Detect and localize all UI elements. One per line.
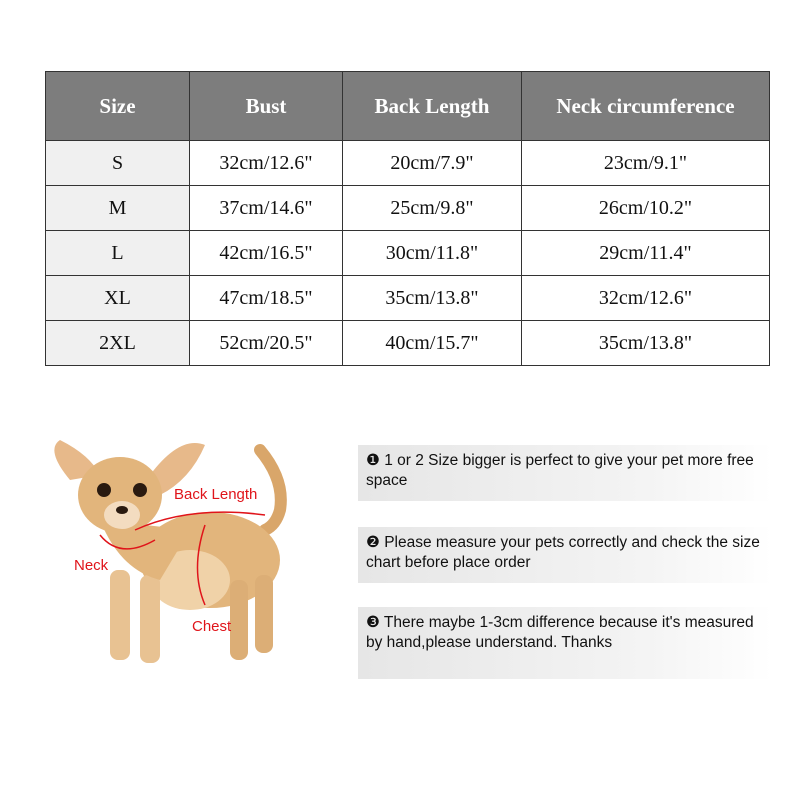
- header-size: Size: [46, 72, 190, 141]
- cell-back-length: 30cm/11.8": [343, 231, 522, 276]
- label-back-length: Back Length: [174, 486, 258, 503]
- label-chest: Chest: [192, 618, 232, 635]
- size-chart-table: [45, 71, 770, 366]
- cell-neck: 35cm/13.8": [522, 321, 770, 366]
- cell-bust: 42cm/16.5": [190, 231, 343, 276]
- cell-bust: 47cm/18.5": [190, 276, 343, 321]
- cell-size: 2XL: [46, 321, 190, 366]
- header-neck: Neck circumference: [522, 72, 770, 141]
- header-bust: Bust: [190, 72, 343, 141]
- cell-size: M: [46, 186, 190, 231]
- table-header-row: [46, 72, 770, 141]
- cell-bust: 37cm/14.6": [190, 186, 343, 231]
- note-1: ❶ 1 or 2 Size bigger is perfect to give your pet more free space: [358, 445, 772, 501]
- table-row: [46, 231, 770, 276]
- label-neck: Neck: [74, 557, 109, 574]
- cell-size: XL: [46, 276, 190, 321]
- table-row: [46, 141, 770, 186]
- cell-back-length: 35cm/13.8": [343, 276, 522, 321]
- cell-neck: 32cm/12.6": [522, 276, 770, 321]
- cell-neck: 26cm/10.2": [522, 186, 770, 231]
- cell-back-length: 25cm/9.8": [343, 186, 522, 231]
- note-3: ❸ There maybe 1-3cm difference because it's measured by hand,please understand. Thanks: [358, 607, 772, 679]
- cell-back-length: 40cm/15.7": [343, 321, 522, 366]
- cell-neck: 29cm/11.4": [522, 231, 770, 276]
- cell-neck: 23cm/9.1": [522, 141, 770, 186]
- dog-measurement-illustration: [40, 430, 300, 680]
- dog-icon: [54, 440, 280, 663]
- header-back-length: Back Length: [343, 72, 522, 141]
- cell-size: S: [46, 141, 190, 186]
- cell-size: L: [46, 231, 190, 276]
- table-row: [46, 321, 770, 366]
- cell-bust: 52cm/20.5": [190, 321, 343, 366]
- table-row: [46, 276, 770, 321]
- note-2: ❷ Please measure your pets correctly and check the size chart before place order: [358, 527, 772, 583]
- cell-bust: 32cm/12.6": [190, 141, 343, 186]
- cell-back-length: 20cm/7.9": [343, 141, 522, 186]
- table-row: [46, 186, 770, 231]
